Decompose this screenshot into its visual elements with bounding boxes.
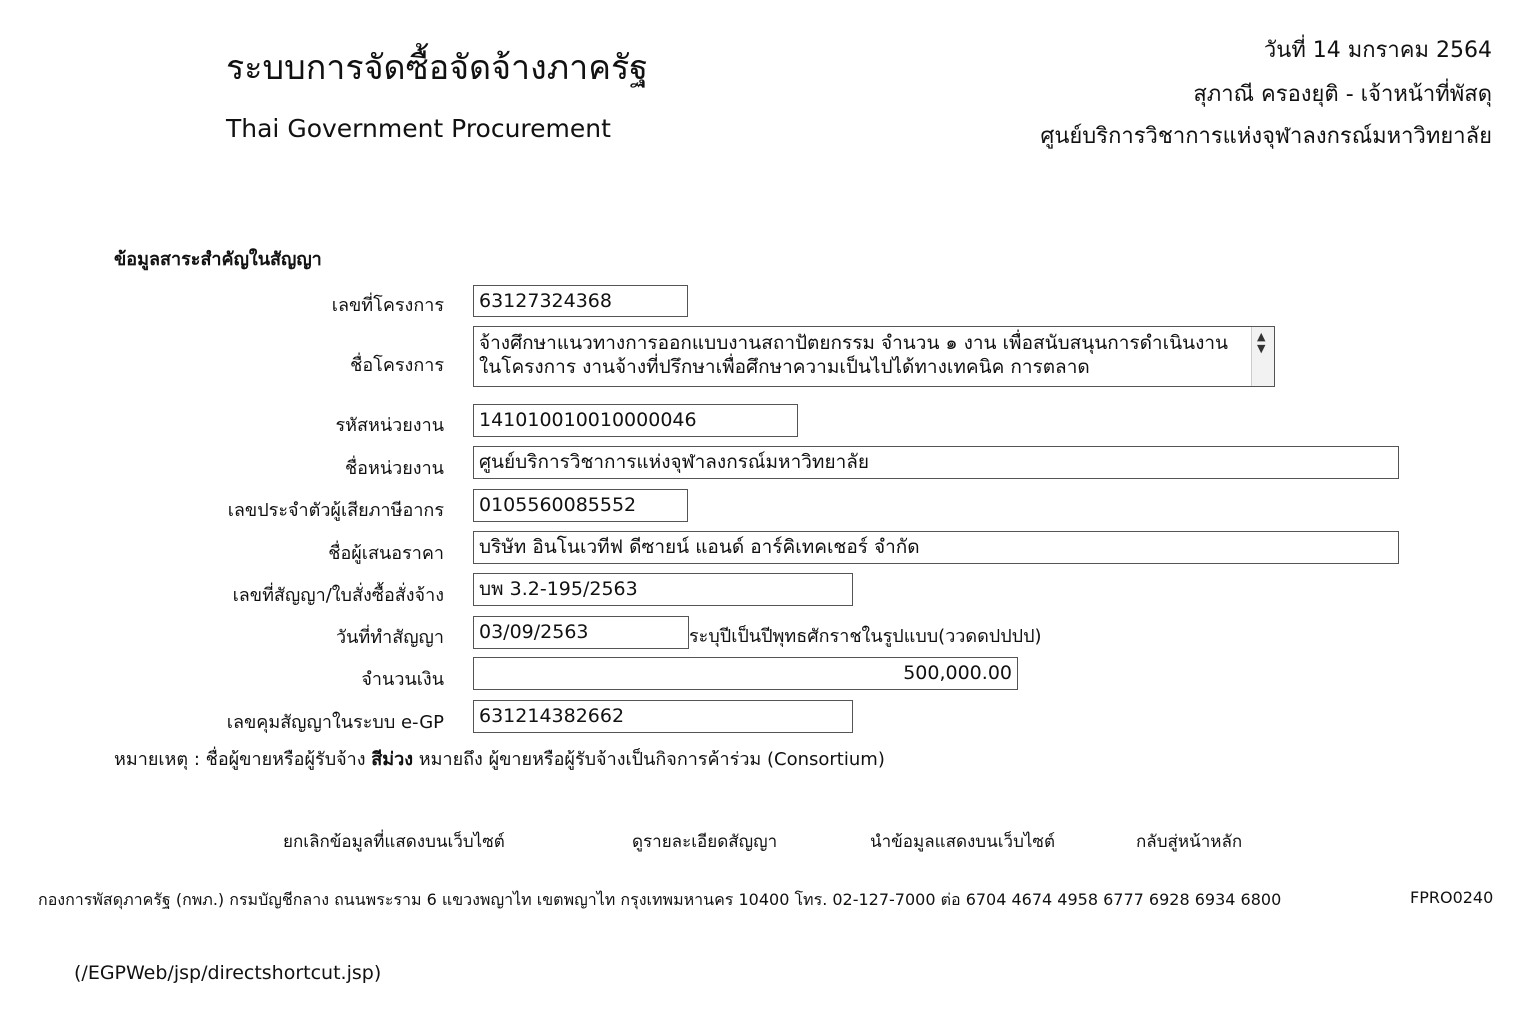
- note-prefix: หมายเหตุ : ชื่อผู้ขายหรือผู้รับจ้าง: [114, 749, 372, 770]
- publish-button[interactable]: นำข้อมูลแสดงบนเว็บไซต์: [870, 832, 1055, 852]
- project-no-field[interactable]: 63127324368: [473, 285, 688, 317]
- header-date: วันที่ 14 มกราคม 2564: [1263, 38, 1492, 63]
- home-button[interactable]: กลับสู่หน้าหลัก: [1136, 832, 1243, 852]
- scroll-down-icon[interactable]: ▼: [1257, 342, 1266, 355]
- contract-date-hint: ระบุปีเป็นปีพุทธศักราชในรูปแบบ(ววดดปปปป): [689, 626, 1042, 647]
- agency-code-field[interactable]: 141010010010000046: [473, 404, 798, 437]
- header-organization: ศูนย์บริการวิชาการแห่งจุฬาลงกรณ์มหาวิทยาลัย: [1040, 124, 1492, 149]
- site-title-en: Thai Government Procurement: [226, 114, 611, 143]
- bidder-name-label: ชื่อผู้เสนอราคา: [328, 543, 444, 564]
- contract-no-label: เลขที่สัญญา/ใบสั่งซื้อสั่งจ้าง: [232, 585, 444, 606]
- tax-id-label: เลขประจำตัวผู้เสียภาษีอากร: [227, 500, 444, 521]
- contract-no-field[interactable]: บพ 3.2-195/2563: [473, 573, 853, 606]
- site-title-th: ระบบการจัดซื้อจัดจ้างภาครัฐ: [226, 48, 649, 88]
- project-name-textarea[interactable]: [473, 326, 1275, 387]
- view-contract-button[interactable]: ดูรายละเอียดสัญญา: [632, 832, 778, 852]
- contract-date-label: วันที่ทำสัญญา: [335, 627, 444, 648]
- header-user: สุภาณี ครองยุติ - เจ้าหน้าที่พัสดุ: [1193, 82, 1492, 107]
- agency-name-field[interactable]: ศูนย์บริการวิชาการแห่งจุฬาลงกรณ์มหาวิทยาลัย: [473, 446, 1399, 479]
- project-no-label: เลขที่โครงการ: [331, 295, 444, 316]
- scroll-up-icon[interactable]: ▲: [1257, 330, 1266, 343]
- note-suffix: หมายถึง ผู้ขายหรือผู้รับจ้างเป็นกิจการค้าร่วม (Consortium): [413, 749, 885, 770]
- agency-code-label: รหัสหน่วยงาน: [335, 415, 444, 436]
- contract-date-field[interactable]: 03/09/2563: [473, 616, 689, 649]
- agency-name-label: ชื่อหน่วยงาน: [344, 458, 444, 479]
- tax-id-field[interactable]: 0105560085552: [473, 489, 688, 522]
- project-name-label: ชื่อโครงการ: [350, 355, 444, 376]
- cancel-display-button[interactable]: ยกเลิกข้อมูลที่แสดงบนเว็บไซต์: [283, 832, 505, 852]
- footer-address: กองการพัสดุภาครัฐ (กพภ.) กรมบัญชีกลาง ถนนพระราม 6 แขวงพญาไท เขตพญาไท กรุงเทพมหานคร 10400 โทร. 02-127-7000 ต่อ 6704 4674 4958 6777 6928 6934 6800: [38, 890, 1282, 909]
- section-title: ข้อมูลสาระสำคัญในสัญญา: [114, 249, 322, 270]
- bidder-name-field[interactable]: บริษัท อินโนเวทีฟ ดีซายน์ แอนด์ อาร์คิเทคเชอร์ จำกัด: [473, 531, 1399, 564]
- note-highlight: สีม่วง: [371, 749, 414, 770]
- page-path: (/EGPWeb/jsp/directshortcut.jsp): [74, 962, 382, 984]
- egp-no-label: เลขคุมสัญญาในระบบ e-GP: [226, 712, 444, 733]
- amount-label: จำนวนเงิน: [361, 669, 444, 690]
- note: [114, 744, 885, 773]
- egp-no-field[interactable]: 631214382662: [473, 700, 853, 733]
- project-name-scrollbar[interactable]: [1251, 327, 1274, 386]
- amount-field[interactable]: 500,000.00: [473, 657, 1018, 690]
- project-name-text: จ้างศึกษาแนวทางการออกแบบงานสถาปัตยกรรม จำนวน ๑ งาน เพื่อสนับสนุนการดำเนินงานในโครงการ งานจ้างที่ปรึกษาเพื่อศึกษาความเป็นไปได้ทางเทคนิค การตลาด: [479, 332, 1228, 378]
- footer-code: FPRO0240: [1410, 888, 1494, 907]
